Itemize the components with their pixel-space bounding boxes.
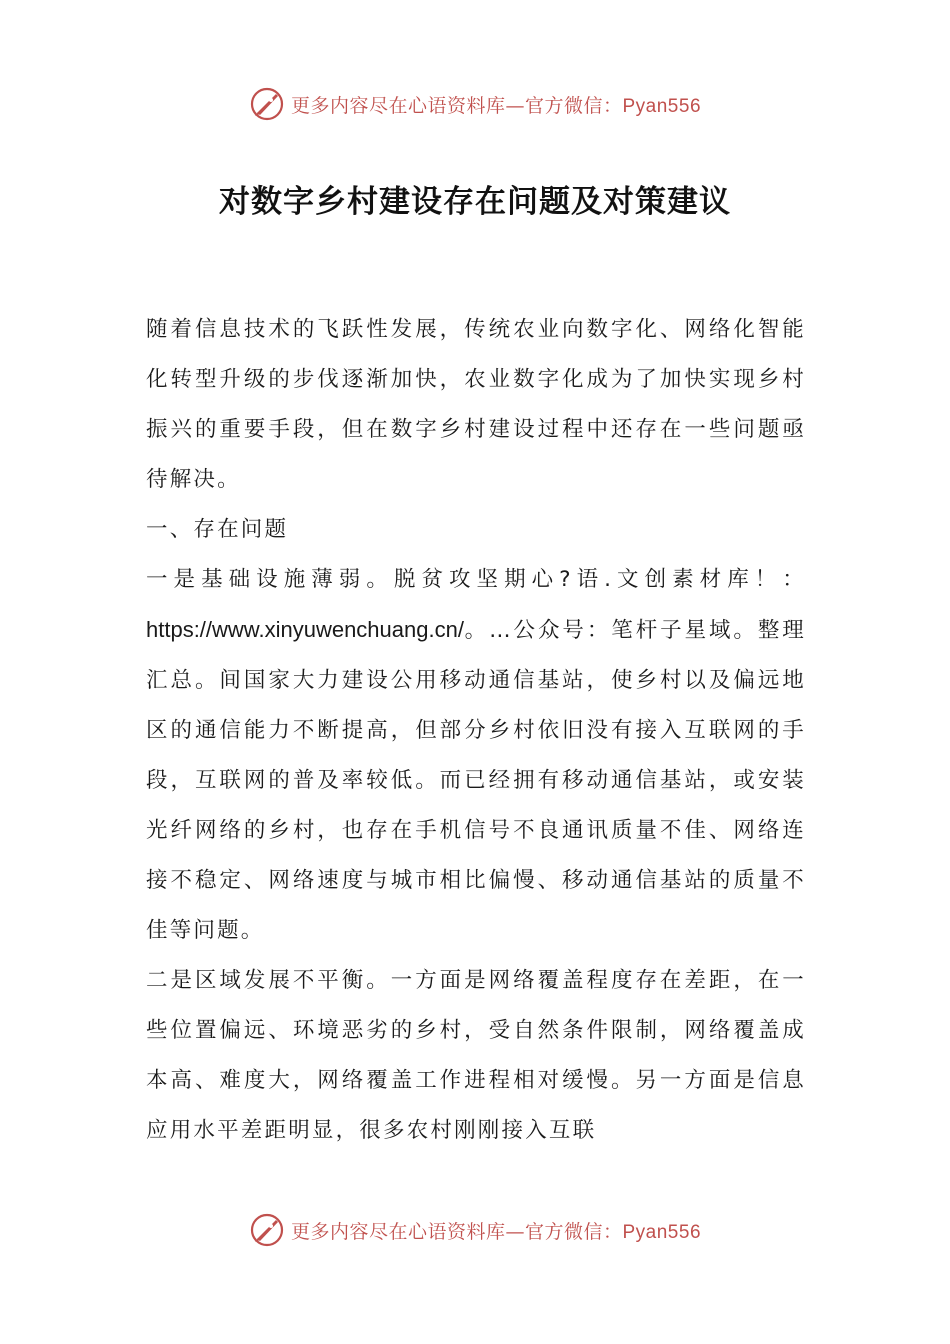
banner-text: 更多内容尽在心语资料库—官方微信：Pyan556 [290, 94, 702, 117]
footer-banner [0, 1210, 950, 1250]
quill-logo-icon [249, 86, 285, 122]
section-heading: 一、存在问题 [146, 517, 289, 542]
header-banner [0, 84, 950, 124]
wechat-id: Pyan556 [622, 95, 702, 117]
banner-text: 更多内容尽在心语资料库—官方微信：Pyan556 [290, 1220, 702, 1243]
paragraph-regional: 二是区域发展不平衡。一方面是网络覆盖程度存在差距，在一些位置偏远、环境恶劣的乡村，受自然条件限制，网络覆盖成本高、难度大，网络覆盖工作进程相对缓慢。另一方面是信息应用水平差距明显，很多农村刚刚接入互联 [146, 968, 806, 1143]
wechat-id: Pyan556 [622, 1221, 702, 1243]
document-body [146, 305, 806, 1156]
quill-logo-icon [249, 1212, 285, 1248]
intro-paragraph: 随着信息技术的飞跃性发展，传统农业向数字化、网络化智能化转型升级的步伐逐渐加快，农业数字化成为了加快实现乡村振兴的重要手段，但在数字乡村建设过程中还存在一些问题亟待解决。 [146, 317, 806, 492]
document-title: 对数字乡村建设存在问题及对策建议 [219, 184, 731, 220]
paragraph-infrastructure: 一是基础设施薄弱。脱贫攻坚期心?语.文创素材库！：https://www.xinyuwenchuang.cn/。…公众号：笔杆子星域。整理汇总。间国家大力建设公用移动通信基站，使乡村以及偏远地区的通信能力不断提高，但部分乡村依旧没有接入互联网的手段，互联网的普及率较低。而已经拥有移动通信基站，或安装光纤网络的乡村，也存在手机信号不良通讯质量不佳、网络连接不稳定、网络速度与城市相比偏慢、移动通信基站的质量不佳等问题。 [146, 567, 806, 943]
source-url: https://www.xinyuwenchuang.cn/ [146, 617, 464, 642]
